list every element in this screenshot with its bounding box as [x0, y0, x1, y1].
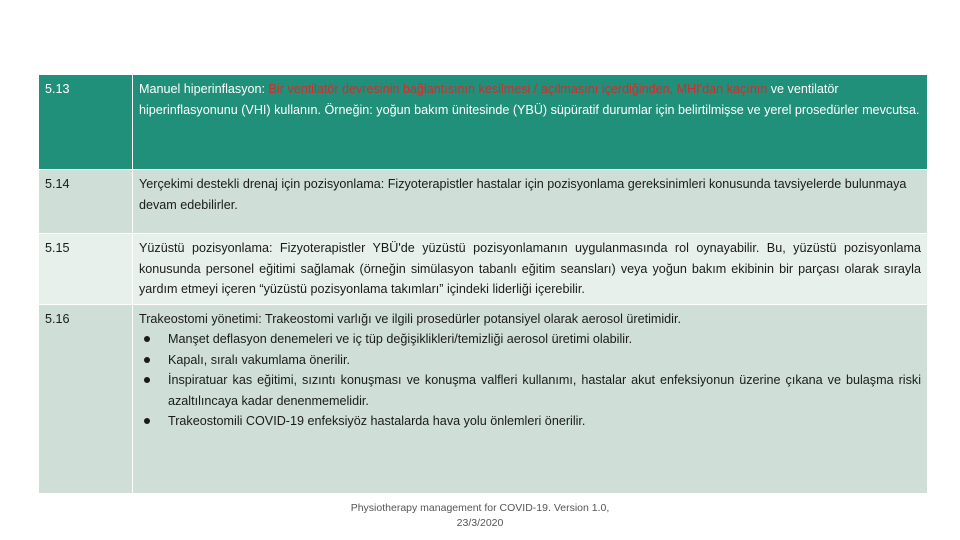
footer-citation	[330, 501, 630, 531]
row-highlight: Bir ventilatör devresinin bağlantısının kesilmesi / açılmasını içerdiğinden, MHI'dan kaçının	[268, 82, 768, 96]
row-number: 5.16	[39, 304, 133, 493]
list-item	[139, 370, 921, 411]
table-row	[39, 304, 928, 493]
row-lead: Manuel hiperinflasyon:	[139, 82, 269, 96]
bullet-list	[139, 329, 921, 432]
list-item	[139, 411, 921, 432]
row-text: Yüzüstü pozisyonlama: Fizyoterapistler YBÜ'de yüzüstü pozisyonlamanın uygulanmasında rol oynayabilir. Bu, yüzüstü pozisyonlama konusunda personel eğitimi sağlamak (örneğin simülasyon tabanlı eğitim seansları) veya yoğun bakım ekibinin bir parçası olarak sırayla yardım etmeyi içeren “yüzüstü pozisyonlama takımları” içindeki liderliği içerebilir.	[133, 234, 928, 305]
row-number: 5.14	[39, 170, 133, 234]
bullet-icon	[144, 418, 150, 424]
row-text-block	[133, 304, 928, 493]
row-number: 5.15	[39, 234, 133, 305]
table-row	[39, 234, 928, 305]
row-number: 5.13	[39, 75, 133, 170]
list-item-text: Kapalı, sıralı vakumlama önerilir.	[168, 352, 350, 367]
table-row	[39, 75, 928, 170]
footer-line: Physiotherapy management for COVID-19. Version 1.0,	[350, 502, 610, 514]
bullet-icon	[144, 377, 150, 383]
table-row	[39, 170, 928, 234]
row-text	[133, 75, 928, 170]
list-item-text: Trakeostomili COVID-19 enfeksiyöz hastalarda hava yolu önlemleri önerilir.	[168, 414, 586, 428]
bullet-icon	[144, 357, 150, 363]
bullet-icon	[144, 336, 150, 342]
row-rest: ve ventilatör hiperinflasyonunu (VHI) kullanın. Örneğin: yoğun bakım ünitesinde (YBÜ) süpüratif durumlar için belirtilmişse ve yerel prosedürler mevcutsa.	[139, 82, 920, 117]
guideline-table	[38, 74, 928, 494]
row-text: Yerçekimi destekli drenaj için pozisyonlama: Fizyoterapistler hastalar için pozisyonlama gereksinimleri konusunda tavsiyelerde bulunmaya devam edebilirler.	[133, 170, 928, 234]
list-item-text: İnspiratuar kas eğitimi, sızıntı konuşması ve konuşma valfleri kullanımı, hastalar akut enfeksiyonun üzerine çıkana ve bulaşma riski azaltılıncaya kadar denenmemelidir.	[168, 373, 921, 408]
list-item-text: Manşet deflasyon denemeleri ve iç tüp değişiklikleri/temizliği aerosol üretimi olabilir.	[168, 332, 633, 346]
row-text: Trakeostomi yönetimi: Trakeostomi varlığı ve ilgili prosedürler potansiyel olarak aerosol üretimidir.	[139, 311, 681, 326]
footer-date: 23/3/2020	[456, 517, 504, 529]
list-item	[139, 350, 921, 371]
list-item	[139, 329, 921, 350]
